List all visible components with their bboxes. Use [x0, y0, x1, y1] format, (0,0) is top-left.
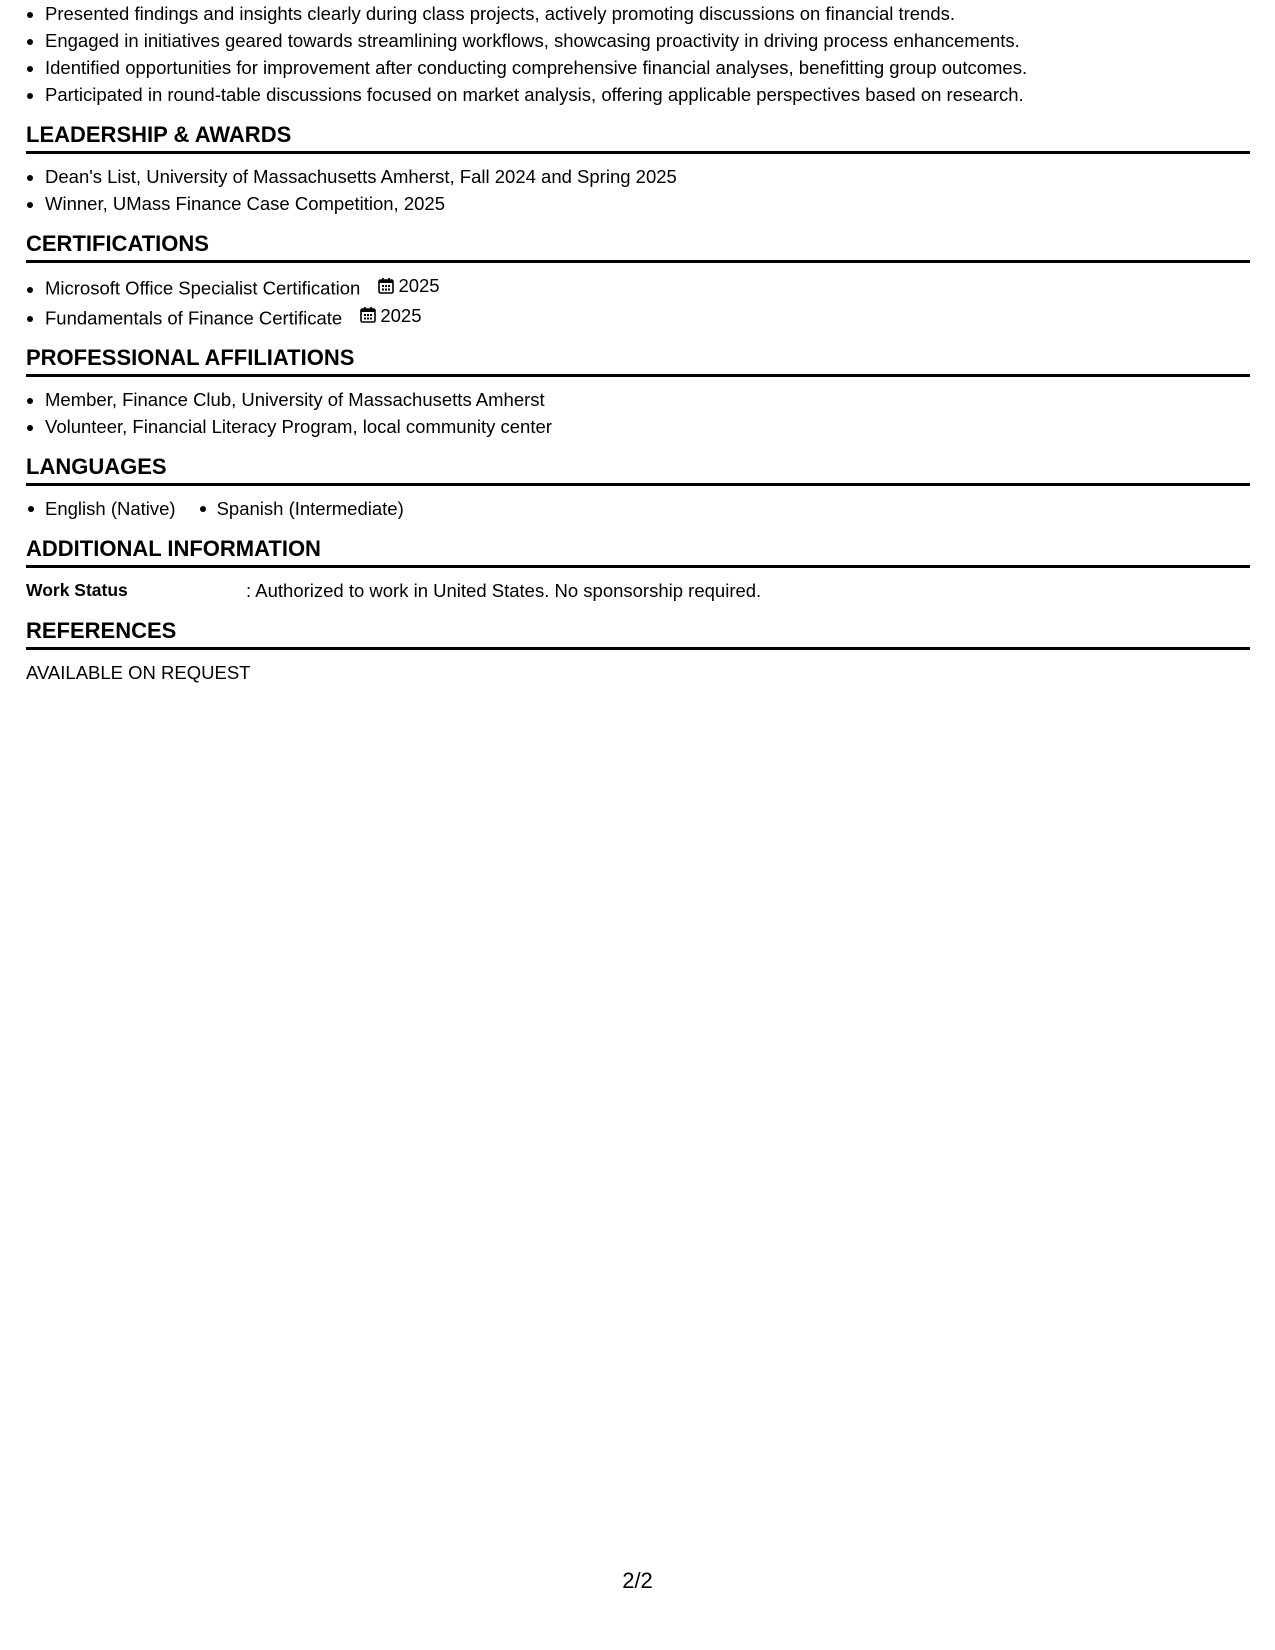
leadership-item: • Winner, UMass Finance Case Competition, 2025	[45, 190, 1250, 217]
certification-year: 2025	[398, 275, 440, 296]
additional-info-heading: ADDITIONAL INFORMATION	[26, 536, 1250, 568]
languages-list	[26, 495, 1250, 522]
certifications-list	[26, 272, 1250, 331]
certification-item	[45, 272, 1250, 302]
language-item: Spanish (Intermediate)	[198, 495, 404, 522]
affiliations-heading: PROFESSIONAL AFFILIATIONS	[26, 345, 1250, 377]
certification-item	[45, 302, 1250, 332]
leadership-item: • Dean's List, University of Massachusetts Amherst, Fall 2024 and Spring 2025	[45, 163, 1250, 190]
page-number: 2/2	[622, 1568, 653, 1593]
work-status-value: : Authorized to work in United States. No sponsorship required.	[246, 580, 762, 601]
additional-info-section	[26, 536, 1250, 604]
work-status-row	[26, 577, 1250, 604]
certifications-section	[26, 231, 1250, 331]
experience-bullet: • Presented findings and insights clearly during class projects, actively promoting discussions on financial trends.	[45, 0, 1250, 27]
languages-section	[26, 454, 1250, 522]
calendar-icon	[359, 306, 377, 324]
experience-bullet-list	[26, 0, 1250, 108]
certification-date	[359, 302, 421, 329]
calendar-icon	[377, 277, 395, 295]
experience-bullet: • Identified opportunities for improvement after conducting comprehensive financial analyses, benefitting group outcomes.	[45, 54, 1250, 81]
references-section	[26, 618, 1250, 686]
language-item: English (Native)	[26, 495, 176, 522]
references-heading: REFERENCES	[26, 618, 1250, 650]
certifications-heading: CERTIFICATIONS	[26, 231, 1250, 263]
leadership-heading: LEADERSHIP & AWARDS	[26, 122, 1250, 154]
experience-bullet: • Engaged in initiatives geared towards streamlining workflows, showcasing proactivity in driving process enhancements.	[45, 27, 1250, 54]
affiliations-list	[26, 386, 1250, 440]
certification-year: 2025	[380, 304, 422, 326]
certification-date	[377, 272, 439, 299]
affiliation-item: • Member, Finance Club, University of Massachusetts Amherst	[45, 386, 1250, 413]
languages-heading: LANGUAGES	[26, 454, 1250, 486]
references-text: AVAILABLE ON REQUEST	[26, 662, 251, 683]
leadership-list	[26, 163, 1250, 217]
leadership-section	[26, 122, 1250, 217]
certification-name: Microsoft Office Specialist Certification	[45, 277, 361, 299]
work-status-label: Work Status	[26, 580, 128, 600]
resume-page	[26, 0, 1250, 686]
experience-bullet: • Participated in round-table discussions focused on market analysis, offering applicable perspectives based on research.	[45, 81, 1250, 108]
affiliations-section	[26, 345, 1250, 440]
affiliation-item: • Volunteer, Financial Literacy Program, local community center	[45, 413, 1250, 440]
certification-name: Fundamentals of Finance Certificate	[45, 307, 343, 328]
